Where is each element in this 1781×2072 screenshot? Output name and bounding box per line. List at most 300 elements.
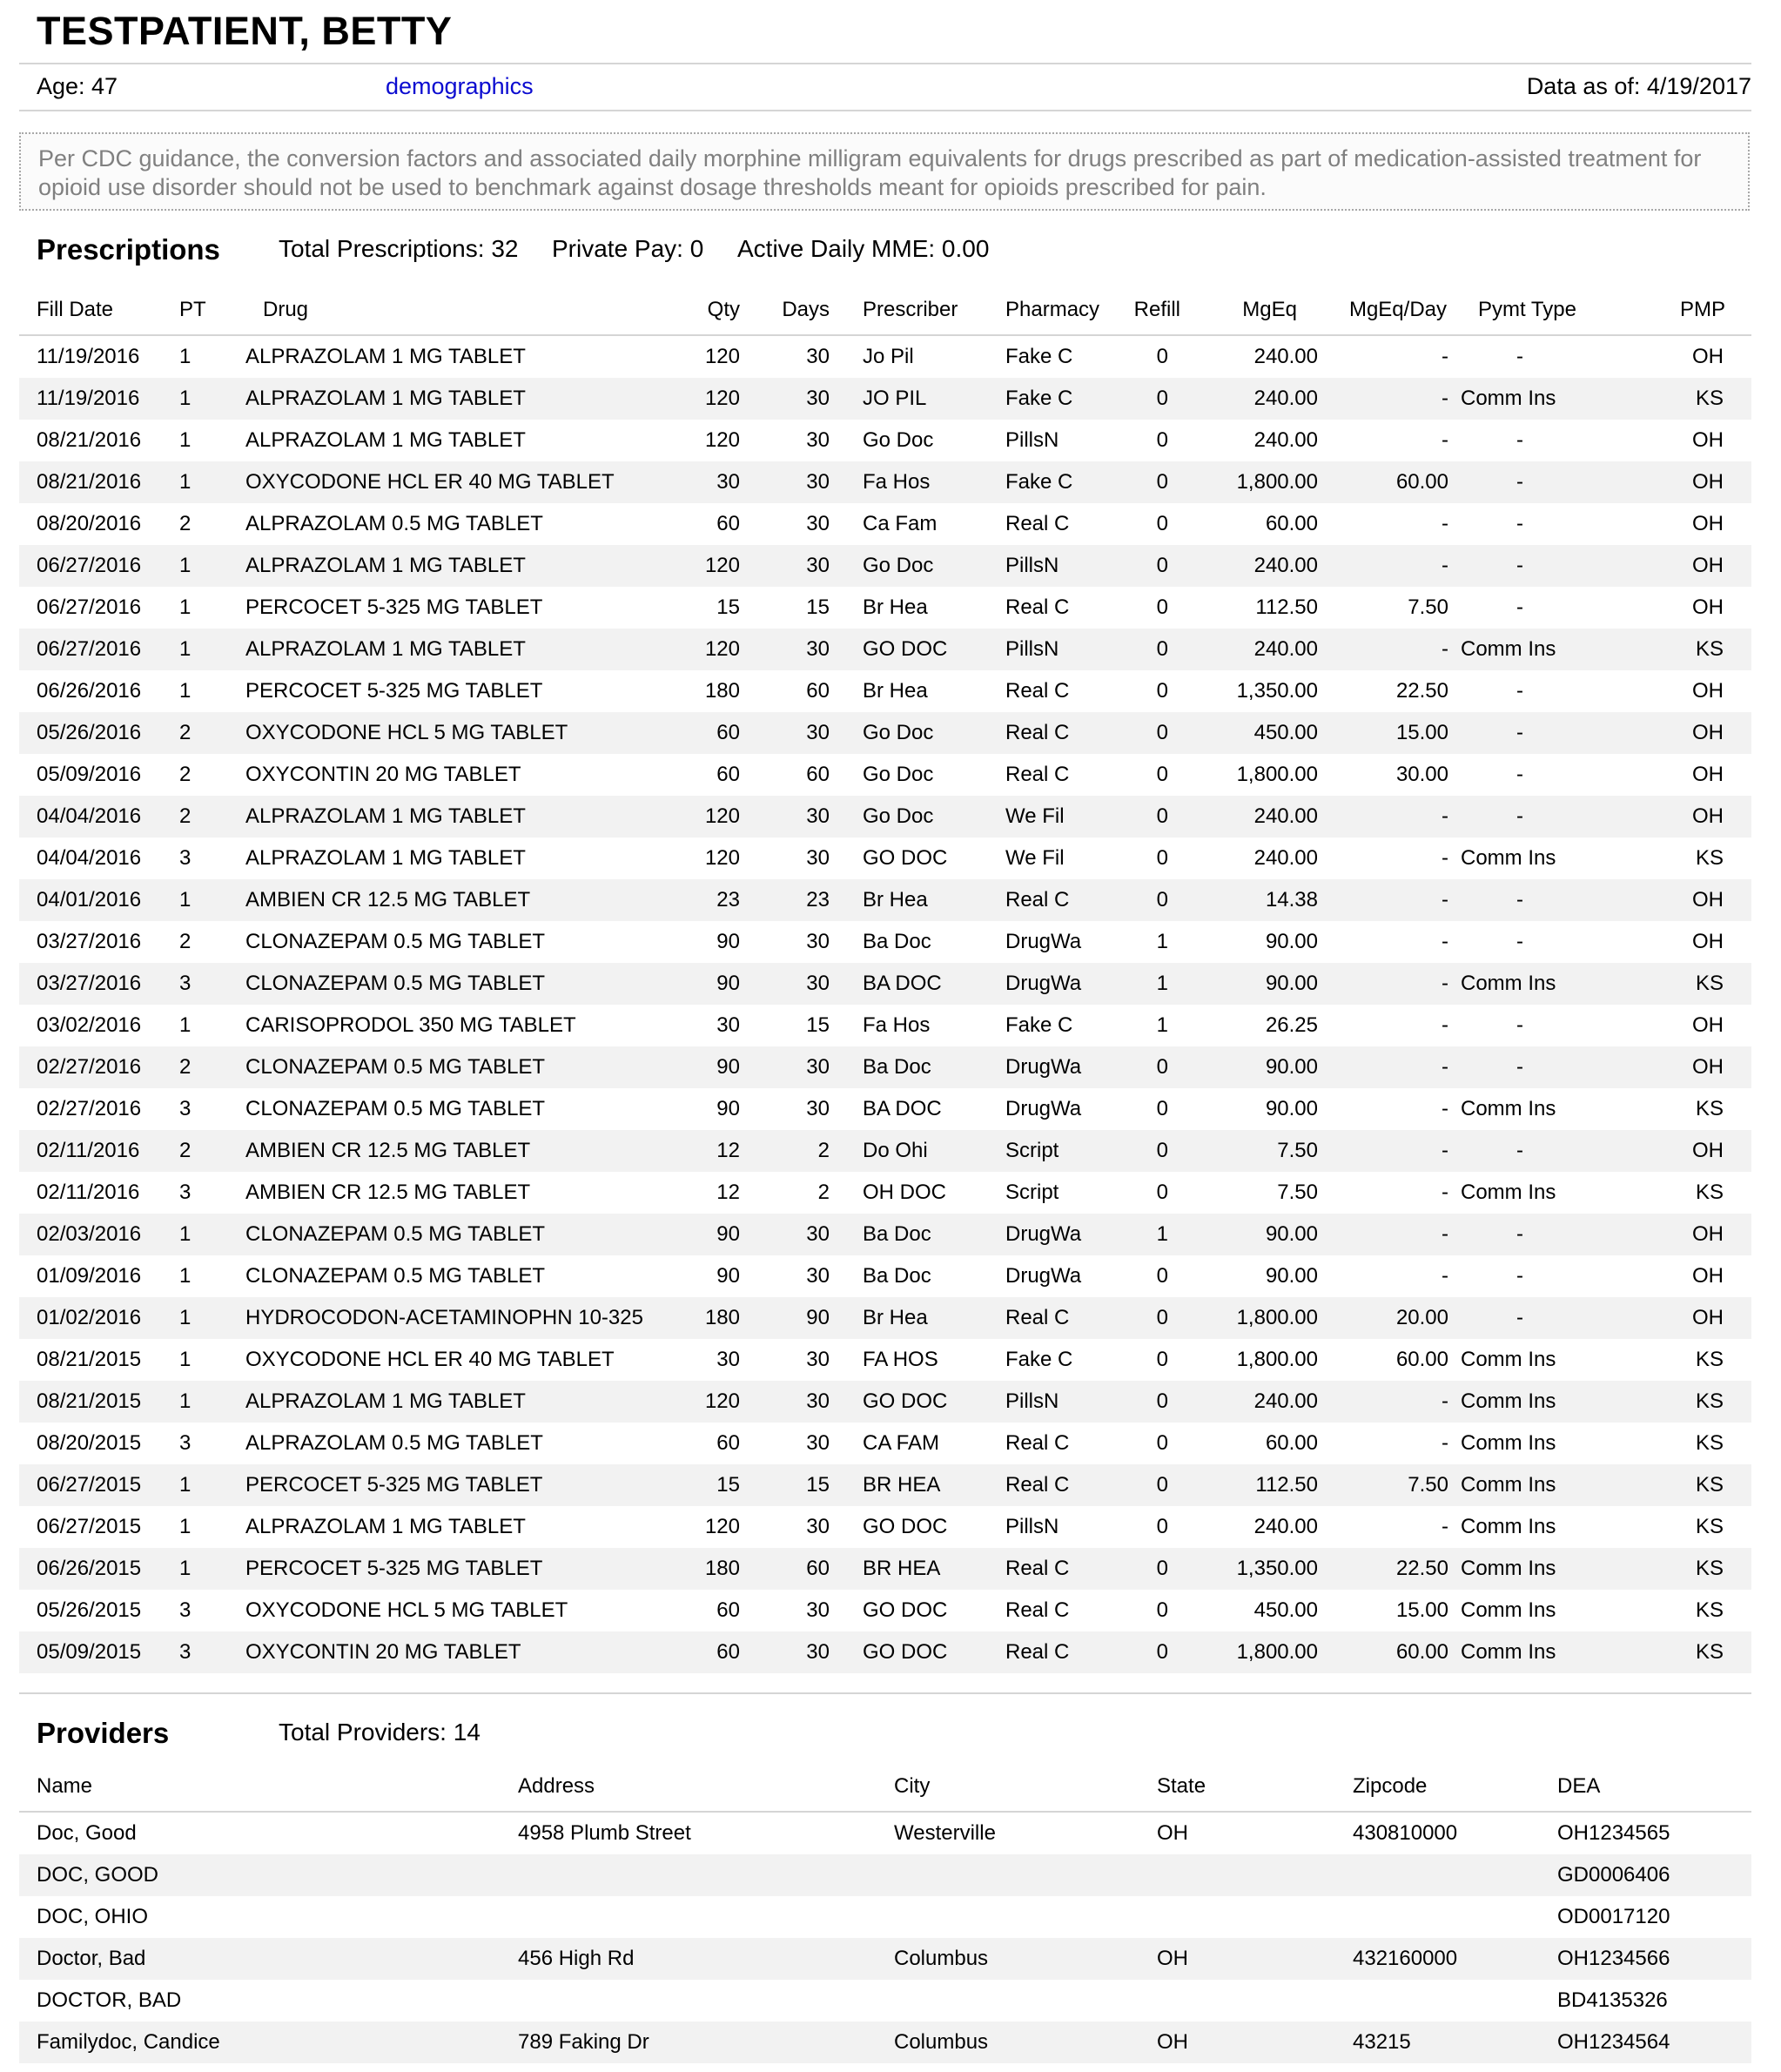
cell-state: OH [1157, 1821, 1188, 1845]
cell-qty: 180 [672, 1297, 742, 1339]
cell-days: 15 [806, 1013, 830, 1037]
cell-refill: 0 [1117, 1381, 1180, 1423]
cell-mgeq: 90.00 [1265, 1264, 1318, 1288]
cell-prescriber: Go Doc [831, 545, 974, 587]
cell-pymt-type: Comm Ins [1461, 846, 1556, 870]
cell-pharmacy: Real C [1005, 1598, 1070, 1622]
prescription-row [19, 879, 1751, 921]
prescription-row [19, 1214, 1751, 1255]
cell-pymt-type: Comm Ins [1461, 1515, 1556, 1538]
cell-pmp: OH [1642, 1130, 1751, 1172]
col-prescriber[interactable]: Prescriber [831, 286, 974, 335]
cell-refill: 0 [1156, 1348, 1168, 1371]
cell-address [518, 1896, 894, 1938]
divider [19, 1692, 1751, 1694]
cell-refill: 0 [1117, 1297, 1180, 1339]
col-mgeq[interactable]: MgEq [1180, 286, 1339, 335]
prescription-row [19, 712, 1751, 754]
col-address[interactable]: Address [518, 1762, 894, 1812]
cell-mgeq-day: - [1442, 1013, 1448, 1037]
col-zipcode[interactable]: Zipcode [1353, 1762, 1557, 1812]
cell-pt: 1 [162, 1381, 232, 1423]
cell-pt: 3 [179, 846, 192, 870]
cell-pharmacy: PillsN [1005, 1515, 1059, 1538]
cell-pharmacy: Real C [974, 712, 1117, 754]
cell-prescriber: Ba Doc [831, 1214, 974, 1255]
cell-pmp: KS [1695, 846, 1724, 870]
cell-state: OH [1157, 1938, 1353, 1980]
cell-pharmacy: PillsN [974, 545, 1117, 587]
cell-pharmacy: Fake C [974, 378, 1117, 420]
cell-fill-date: 02/03/2016 [19, 1214, 162, 1255]
cell-days: 30 [806, 1348, 830, 1371]
cell-drug: AMBIEN CR 12.5 MG TABLET [232, 1130, 672, 1172]
cell-drug: ALPRAZOLAM 1 MG TABLET [245, 428, 526, 452]
col-city[interactable]: City [894, 1762, 1157, 1812]
cell-drug: PERCOCET 5-325 MG TABLET [232, 1548, 672, 1590]
prescription-row [19, 1297, 1751, 1339]
cell-qty: 180 [704, 679, 740, 703]
prescriptions-table [19, 286, 1751, 1673]
cell-refill: 0 [1117, 1631, 1180, 1673]
cell-refill: 0 [1156, 345, 1168, 368]
cell-pymt-type: - [1461, 1130, 1642, 1172]
cell-pharmacy: Fake C [1005, 345, 1073, 368]
provider-row [19, 2022, 1751, 2063]
cell-qty: 180 [672, 1548, 742, 1590]
cell-qty: 90 [672, 963, 742, 1005]
cell-zipcode [1353, 1854, 1557, 1896]
cell-mgeq-day: - [1442, 1431, 1448, 1455]
cell-drug: OXYCODONE HCL 5 MG TABLET [232, 712, 672, 754]
cell-pmp: OH [1642, 712, 1751, 754]
cell-pmp: OH [1642, 1297, 1751, 1339]
col-mgeq-day[interactable]: MgEq/Day [1339, 286, 1461, 335]
cell-fill-date: 11/19/2016 [19, 378, 162, 420]
cell-pmp: OH [1692, 1013, 1724, 1037]
prescription-row [19, 1423, 1751, 1464]
cell-pymt-type: Comm Ins [1461, 629, 1642, 670]
cell-pmp: KS [1695, 1598, 1724, 1622]
cell-drug: ALPRAZOLAM 1 MG TABLET [232, 378, 672, 420]
prescription-row [19, 1255, 1751, 1297]
cell-drug: CARISOPRODOL 350 MG TABLET [245, 1013, 576, 1037]
cell-prescriber: BR HEA [831, 1548, 974, 1590]
cell-drug: AMBIEN CR 12.5 MG TABLET [232, 879, 672, 921]
cell-address [518, 1854, 894, 1896]
cell-refill: 0 [1156, 679, 1168, 703]
cell-qty: 120 [672, 378, 742, 420]
cell-pt: 1 [179, 345, 192, 368]
cell-refill: 0 [1117, 1548, 1180, 1590]
divider [19, 110, 1751, 111]
cell-qty: 120 [672, 796, 742, 838]
cell-mgeq: 1,800.00 [1180, 1631, 1339, 1673]
cell-pharmacy: Real C [974, 1548, 1117, 1590]
cell-prescriber: Ba Doc [863, 930, 931, 953]
cell-drug: PERCOCET 5-325 MG TABLET [245, 595, 543, 619]
cell-pt: 1 [179, 595, 192, 619]
prescription-row [19, 1046, 1751, 1088]
prescription-row [19, 1590, 1751, 1631]
cell-pmp: OH [1642, 796, 1751, 838]
cell-pt: 1 [179, 1515, 192, 1538]
cell-pymt-type: - [1461, 461, 1642, 503]
cell-fill-date: 08/21/2015 [19, 1381, 162, 1423]
cell-mgeq: 240.00 [1253, 1515, 1318, 1538]
cell-days: 2 [817, 1181, 830, 1204]
cell-qty: 12 [672, 1130, 742, 1172]
cell-zipcode: 43215 [1353, 2022, 1557, 2063]
cell-prescriber: OH DOC [863, 1181, 946, 1204]
cell-qty: 15 [716, 595, 740, 619]
cell-pharmacy: DrugWa [1005, 1097, 1082, 1120]
cell-fill-date: 01/02/2016 [19, 1297, 162, 1339]
cell-mgeq-day: 60.00 [1395, 1348, 1448, 1371]
col-drug[interactable]: Drug [232, 286, 672, 335]
cell-pymt-type: Comm Ins [1461, 1598, 1556, 1622]
cell-refill: 0 [1156, 595, 1168, 619]
cell-pharmacy: Real C [974, 879, 1117, 921]
cell-refill: 0 [1117, 629, 1180, 670]
cell-qty: 30 [716, 1348, 740, 1371]
provider-row [19, 1854, 1751, 1896]
cell-state [1157, 1896, 1353, 1938]
cell-days: 30 [806, 1515, 830, 1538]
cell-mgeq-day: - [1339, 1130, 1461, 1172]
cell-fill-date: 03/27/2016 [37, 930, 142, 953]
cell-pharmacy: Real C [974, 1464, 1117, 1506]
cell-mgeq-day: - [1442, 846, 1448, 870]
cell-qty: 60 [716, 512, 740, 535]
cell-refill: 0 [1117, 378, 1180, 420]
col-qty[interactable]: Qty [672, 286, 742, 335]
cell-fill-date: 04/01/2016 [19, 879, 162, 921]
cell-refill: 0 [1117, 1130, 1180, 1172]
cell-pharmacy: Fake C [1005, 1348, 1073, 1371]
cell-pmp: OH [1642, 545, 1751, 587]
provider-row [19, 1938, 1751, 1980]
cell-prescriber: Go Doc [831, 796, 974, 838]
col-pharmacy[interactable]: Pharmacy [974, 286, 1117, 335]
cell-mgeq-day: 15.00 [1339, 712, 1461, 754]
cell-pharmacy: Real C [1005, 512, 1070, 535]
prescription-row [19, 1548, 1751, 1590]
cell-drug: OXYCONTIN 20 MG TABLET [232, 1631, 672, 1673]
cell-pharmacy: Script [974, 1130, 1117, 1172]
cell-pymt-type: Comm Ins [1461, 378, 1642, 420]
cell-drug: ALPRAZOLAM 1 MG TABLET [245, 1515, 526, 1538]
cell-qty: 120 [704, 345, 740, 368]
cell-fill-date: 06/27/2015 [37, 1515, 142, 1538]
cell-pymt-type: - [1516, 595, 1523, 619]
cell-refill: 0 [1156, 428, 1168, 452]
prescriptions-title: Prescriptions [37, 233, 220, 266]
cell-pmp: KS [1642, 1464, 1751, 1506]
cell-prescriber: BA DOC [863, 1097, 942, 1120]
cell-pmp: KS [1642, 963, 1751, 1005]
cell-fill-date: 01/09/2016 [37, 1264, 142, 1288]
cell-days: 30 [742, 378, 831, 420]
cell-refill: 1 [1117, 963, 1180, 1005]
cell-mgeq-day: - [1442, 1264, 1448, 1288]
cell-mgeq-day: 20.00 [1339, 1297, 1461, 1339]
cell-pt: 2 [179, 930, 192, 953]
cell-prescriber: Fa Hos [831, 461, 974, 503]
cell-mgeq: 112.50 [1180, 1464, 1339, 1506]
cell-qty: 60 [716, 1598, 740, 1622]
cell-mgeq: 112.50 [1255, 595, 1318, 619]
cell-pt: 3 [162, 1631, 232, 1673]
cell-qty: 90 [716, 1264, 740, 1288]
cell-pt: 1 [162, 1297, 232, 1339]
cell-zipcode: 430810000 [1353, 1821, 1458, 1845]
cell-drug: CLONAZEPAM 0.5 MG TABLET [245, 930, 546, 953]
provider-row [19, 1896, 1751, 1938]
cell-days: 30 [742, 1631, 831, 1673]
cell-pmp: KS [1642, 1631, 1751, 1673]
cell-refill: 0 [1156, 1515, 1168, 1538]
cell-prescriber: Go Doc [863, 763, 934, 786]
cell-mgeq: 240.00 [1180, 545, 1339, 587]
cell-days: 30 [806, 1097, 830, 1120]
cell-pmp: OH [1642, 1046, 1751, 1088]
prescription-row [19, 1339, 1751, 1381]
cell-days: 23 [742, 879, 831, 921]
cell-pymt-type: Comm Ins [1461, 1181, 1556, 1204]
cell-fill-date: 03/27/2016 [19, 963, 162, 1005]
cell-mgeq: 90.00 [1180, 1046, 1339, 1088]
total-prescriptions: Total Prescriptions: 32 [279, 235, 519, 262]
cell-dea: OH1234564 [1557, 2022, 1751, 2063]
cell-prescriber: GO DOC [831, 1631, 974, 1673]
cell-pt: 3 [179, 1598, 192, 1622]
cell-name: Doc, Good [37, 1821, 137, 1845]
col-dea[interactable]: DEA [1557, 1762, 1751, 1812]
cell-fill-date: 06/27/2016 [19, 629, 162, 670]
cell-days: 30 [806, 1431, 830, 1455]
cell-drug: ALPRAZOLAM 1 MG TABLET [232, 796, 672, 838]
data-as-of: Data as of: 4/19/2017 [1526, 73, 1751, 99]
prescription-row [19, 420, 1751, 461]
cell-dea: OD0017120 [1557, 1905, 1670, 1928]
cell-pharmacy: Fake C [1005, 1013, 1073, 1037]
prescription-row [19, 1506, 1751, 1548]
cell-prescriber: CA FAM [863, 1431, 940, 1455]
cell-fill-date: 05/09/2016 [37, 763, 142, 786]
cell-refill: 1 [1156, 1013, 1168, 1037]
cell-pymt-type: - [1461, 545, 1642, 587]
col-pmp[interactable]: PMP [1642, 286, 1751, 335]
cell-mgeq-day: - [1339, 1214, 1461, 1255]
cell-pt: 3 [179, 1097, 192, 1120]
cell-qty: 12 [716, 1181, 740, 1204]
cell-pmp: KS [1642, 1381, 1751, 1423]
cell-days: 30 [742, 1214, 831, 1255]
provider-row [19, 1980, 1751, 2022]
cell-prescriber: Br Hea [831, 1297, 974, 1339]
cell-pmp: OH [1692, 595, 1724, 619]
cell-state: OH [1157, 2022, 1353, 2063]
cell-fill-date: 02/27/2016 [37, 1097, 142, 1120]
cell-mgeq-day: 30.00 [1395, 763, 1448, 786]
prescription-row [19, 670, 1751, 712]
cell-days: 30 [806, 345, 830, 368]
cell-mgeq: 60.00 [1265, 1431, 1318, 1455]
cell-mgeq: 450.00 [1253, 1598, 1318, 1622]
cell-refill: 0 [1156, 1264, 1168, 1288]
cell-mgeq-day: - [1339, 1046, 1461, 1088]
cell-fill-date: 03/02/2016 [37, 1013, 142, 1037]
cell-prescriber: Br Hea [863, 595, 928, 619]
cell-pt: 1 [162, 1214, 232, 1255]
cell-days: 30 [742, 461, 831, 503]
cell-qty: 120 [704, 1515, 740, 1538]
cell-qty: 90 [716, 930, 740, 953]
cell-pymt-type: Comm Ins [1461, 1348, 1556, 1371]
cell-refill: 1 [1117, 1214, 1180, 1255]
cell-mgeq: 60.00 [1265, 512, 1318, 535]
col-state[interactable]: State [1157, 1762, 1353, 1812]
cell-pymt-type: - [1461, 796, 1642, 838]
cell-pmp: KS [1642, 1548, 1751, 1590]
prescription-row [19, 335, 1751, 378]
col-refill[interactable]: Refill [1117, 286, 1180, 335]
cell-qty: 120 [672, 545, 742, 587]
col-days[interactable]: Days [742, 286, 831, 335]
cell-drug: ALPRAZOLAM 0.5 MG TABLET [245, 1431, 543, 1455]
cell-refill: 0 [1117, 712, 1180, 754]
col-pymt-type[interactable]: Pymt Type [1461, 286, 1642, 335]
cell-days: 30 [742, 1381, 831, 1423]
cell-pharmacy: Real C [1005, 679, 1070, 703]
cell-days: 30 [742, 796, 831, 838]
cell-zipcode [1353, 1980, 1557, 2022]
cell-city [894, 1854, 1157, 1896]
cell-drug: ALPRAZOLAM 1 MG TABLET [232, 545, 672, 587]
cell-mgeq-day: 22.50 [1339, 1548, 1461, 1590]
cell-address: 4958 Plumb Street [518, 1821, 691, 1845]
col-pt[interactable]: PT [162, 286, 232, 335]
prescription-row [19, 587, 1751, 629]
cell-pharmacy: We Fil [1005, 846, 1065, 870]
cell-mgeq: 240.00 [1180, 796, 1339, 838]
cell-pt: 3 [179, 1181, 192, 1204]
cell-pharmacy: DrugWa [974, 1046, 1117, 1088]
cell-refill: 0 [1117, 461, 1180, 503]
cell-city: Westerville [894, 1821, 996, 1845]
cell-pymt-type: - [1461, 879, 1642, 921]
cell-mgeq: 1,350.00 [1180, 1548, 1339, 1590]
cdc-guidance-notice: Per CDC guidance, the conversion factors and associated daily morphine milligram equivalents for drugs prescribed as part of medication-assisted treatment for opioid use disorder should not be used to benchmark against dosage thresholds meant for opioids prescribed for pain. [19, 132, 1750, 211]
cell-mgeq-day: - [1339, 963, 1461, 1005]
cell-drug: OXYCONTIN 20 MG TABLET [245, 763, 521, 786]
cell-prescriber: BA DOC [831, 963, 974, 1005]
cell-prescriber: FA HOS [863, 1348, 938, 1371]
prescription-row [19, 1464, 1751, 1506]
cell-drug: CLONAZEPAM 0.5 MG TABLET [232, 1046, 672, 1088]
cell-mgeq: 240.00 [1180, 378, 1339, 420]
cell-days: 60 [742, 1548, 831, 1590]
cell-drug: PERCOCET 5-325 MG TABLET [245, 679, 543, 703]
cell-pharmacy: Real C [974, 1297, 1117, 1339]
cell-fill-date: 06/27/2016 [19, 545, 162, 587]
cell-prescriber: Ba Doc [831, 1046, 974, 1088]
cell-address: 789 Faking Dr [518, 2022, 894, 2063]
col-fill-date[interactable]: Fill Date [19, 286, 162, 335]
cell-zipcode [1353, 1896, 1557, 1938]
cell-prescriber: Fa Hos [863, 1013, 931, 1037]
cell-pymt-type: - [1516, 428, 1523, 452]
providers-table [19, 1762, 1751, 2063]
cell-drug: HYDROCODON-ACETAMINOPHN 10-325 [232, 1297, 672, 1339]
cell-drug: ALPRAZOLAM 1 MG TABLET [245, 345, 526, 368]
prescription-row [19, 838, 1751, 879]
cell-refill: 1 [1156, 930, 1168, 953]
cell-pymt-type: Comm Ins [1461, 1464, 1642, 1506]
cell-qty: 30 [716, 1013, 740, 1037]
cell-fill-date: 02/11/2016 [19, 1130, 162, 1172]
cell-mgeq: 90.00 [1265, 1097, 1318, 1120]
cell-pt: 1 [179, 679, 192, 703]
col-name[interactable]: Name [19, 1762, 518, 1812]
provider-row [19, 1812, 1751, 1854]
demographics-link[interactable]: demographics [386, 73, 534, 99]
cell-refill: 0 [1156, 846, 1168, 870]
cell-pmp: KS [1695, 1181, 1724, 1204]
cell-refill: 0 [1117, 879, 1180, 921]
cell-pymt-type: - [1516, 1264, 1523, 1288]
cell-drug: ALPRAZOLAM 1 MG TABLET [232, 1381, 672, 1423]
cell-pt: 1 [162, 461, 232, 503]
cell-pt: 1 [179, 1013, 192, 1037]
cell-prescriber: GO DOC [863, 1598, 948, 1622]
cell-refill: 0 [1117, 796, 1180, 838]
cell-pmp: OH [1692, 428, 1724, 452]
cell-mgeq-day: 7.50 [1408, 595, 1448, 619]
cell-pharmacy: DrugWa [1005, 930, 1082, 953]
cell-prescriber: GO DOC [863, 1515, 948, 1538]
cell-dea: GD0006406 [1557, 1854, 1751, 1896]
cell-mgeq: 7.50 [1180, 1130, 1339, 1172]
cell-days: 30 [742, 629, 831, 670]
cell-pt: 2 [162, 1130, 232, 1172]
cell-pt: 2 [179, 763, 192, 786]
cell-qty: 60 [672, 712, 742, 754]
cell-fill-date: 02/27/2016 [19, 1046, 162, 1088]
cell-mgeq: 240.00 [1180, 1381, 1339, 1423]
cell-pharmacy: We Fil [974, 796, 1117, 838]
prescription-row [19, 1088, 1751, 1130]
cell-refill: 0 [1156, 1598, 1168, 1622]
cell-pharmacy: Fake C [974, 461, 1117, 503]
cell-drug: OXYCODONE HCL ER 40 MG TABLET [232, 461, 672, 503]
cell-zipcode: 432160000 [1353, 1938, 1557, 1980]
cell-mgeq: 26.25 [1265, 1013, 1318, 1037]
cell-mgeq-day: - [1339, 796, 1461, 838]
cell-pymt-type: - [1461, 712, 1642, 754]
cell-mgeq: 240.00 [1253, 428, 1318, 452]
prescriptions-header-row [19, 286, 1751, 335]
cell-mgeq-day: - [1339, 378, 1461, 420]
cell-pmp: KS [1695, 1515, 1724, 1538]
cell-days: 15 [806, 595, 830, 619]
prescription-row [19, 1172, 1751, 1214]
cell-drug: ALPRAZOLAM 1 MG TABLET [245, 846, 526, 870]
cell-prescriber: Ca Fam [863, 512, 938, 535]
cell-fill-date: 05/26/2015 [37, 1598, 142, 1622]
cell-days: 30 [742, 1046, 831, 1088]
